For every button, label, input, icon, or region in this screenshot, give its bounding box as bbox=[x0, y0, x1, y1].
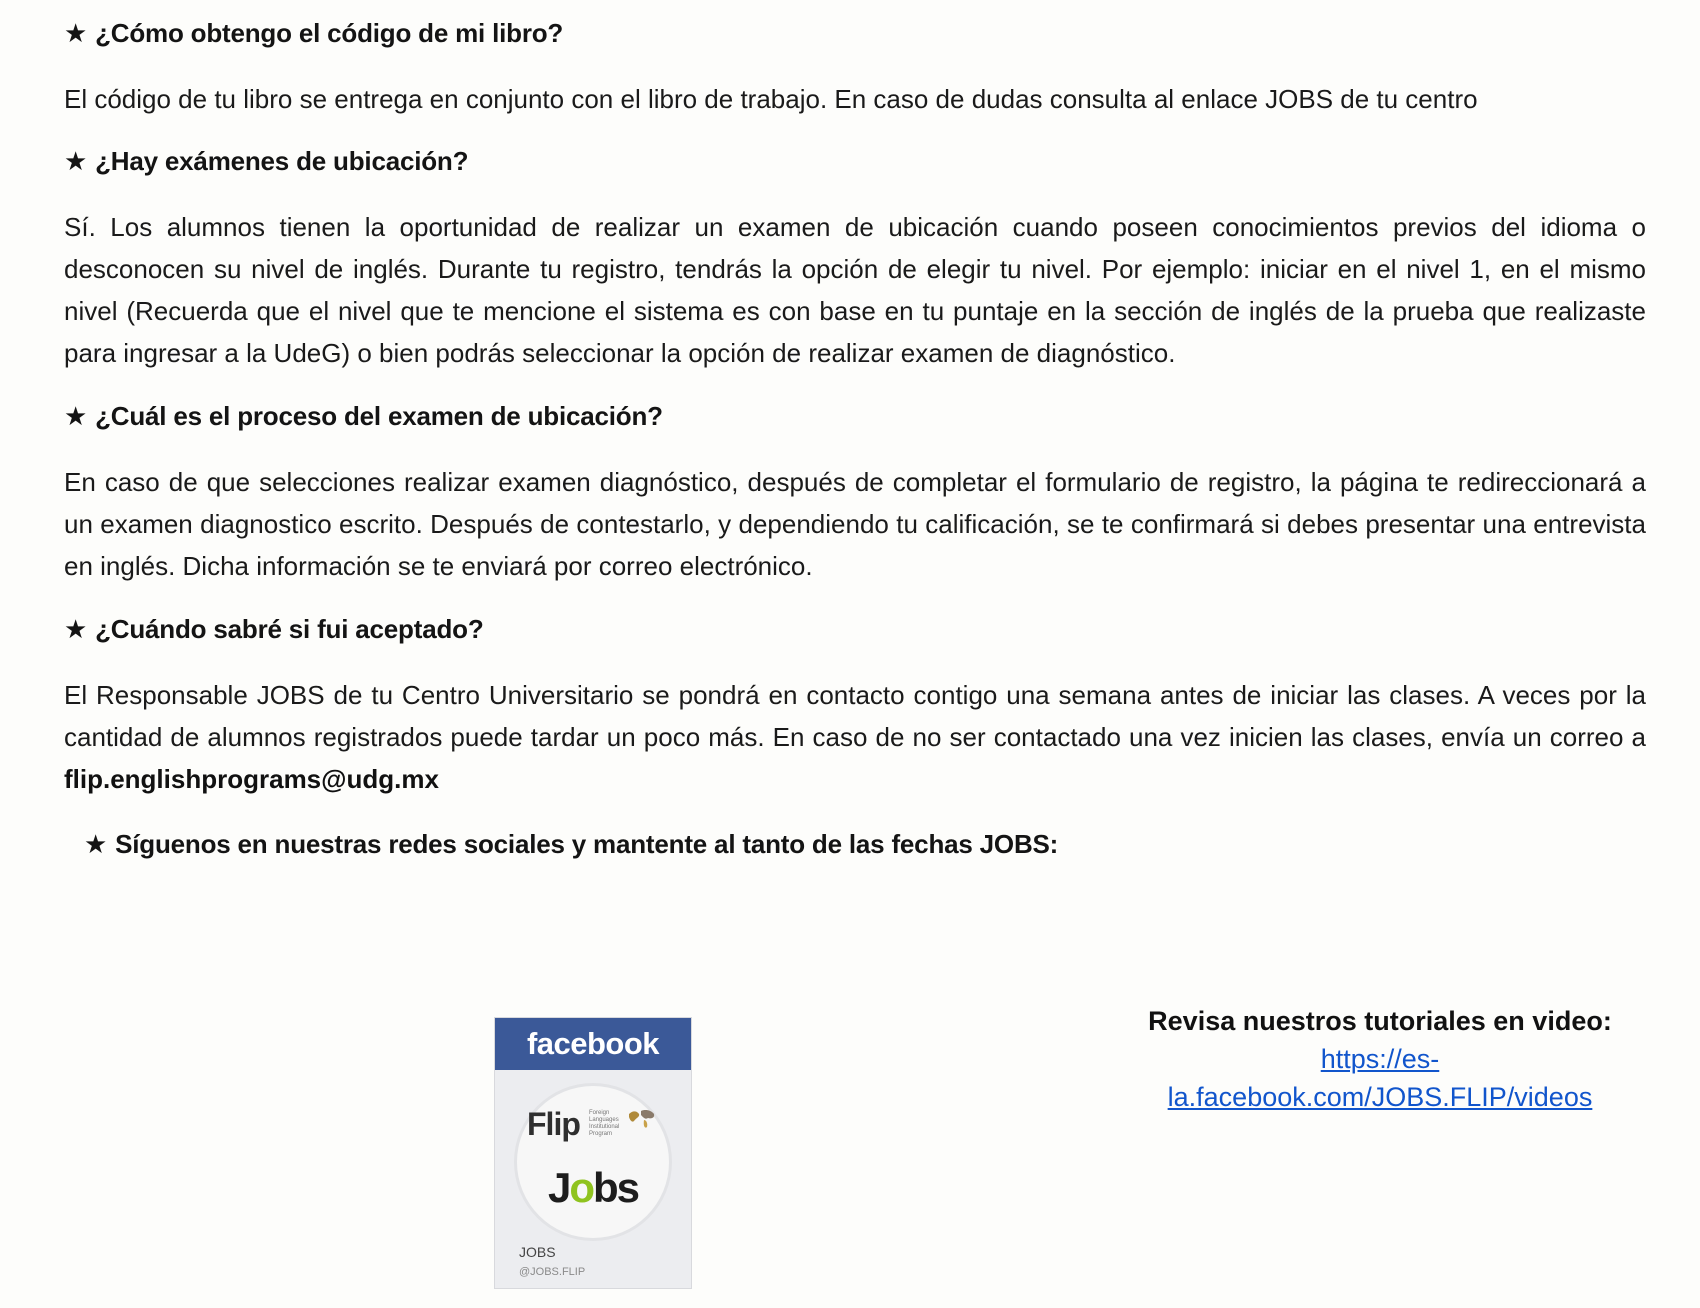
faq-question-text: ¿Cómo obtengo el código de mi libro? bbox=[95, 18, 564, 48]
jobs-logo-j: J bbox=[547, 1164, 570, 1211]
facebook-page-name: JOBS bbox=[519, 1244, 556, 1260]
star-icon: ★ bbox=[64, 614, 88, 644]
jobs-logo-o: o bbox=[569, 1164, 593, 1211]
star-icon: ★ bbox=[84, 829, 108, 859]
faq-answer-text: El Responsable JOBS de tu Centro Universitario se pondrá en contacto contigo una semana antes de iniciar las clases. A veces por la cantidad de alumnos registrados puede tardar un poco más. En caso de no ser contactado una vez inicien las clases, envía un correo a bbox=[64, 680, 1646, 752]
link-line-2: la.facebook.com/JOBS.FLIP/videos bbox=[1167, 1082, 1593, 1112]
video-tutorials-block bbox=[1120, 1002, 1640, 1116]
faq-question-text: ¿Hay exámenes de ubicación? bbox=[95, 146, 469, 176]
faq-answer-4 bbox=[64, 674, 1646, 800]
star-icon: ★ bbox=[64, 401, 88, 431]
jobs-logo-text bbox=[517, 1164, 669, 1212]
video-tutorials-title: Revisa nuestros tutoriales en video: bbox=[1148, 1006, 1612, 1036]
faq-answer-1: El código de tu libro se entrega en conjunto con el libro de trabajo. En caso de dudas consulta al enlace JOBS de tu centro bbox=[64, 84, 1478, 114]
star-icon: ★ bbox=[64, 146, 88, 176]
faq-question-3 bbox=[64, 401, 663, 432]
jobs-flip-logo bbox=[517, 1086, 669, 1238]
jobs-logo-bs: bs bbox=[593, 1164, 639, 1211]
faq-question-text: ¿Cuándo sabré si fui aceptado? bbox=[95, 614, 484, 644]
facebook-page-handle: @JOBS.FLIP bbox=[519, 1266, 586, 1278]
faq-question-2 bbox=[64, 146, 468, 177]
social-heading bbox=[84, 829, 1058, 860]
link-line-1: https://es- bbox=[1320, 1044, 1440, 1074]
video-tutorials-link[interactable] bbox=[1168, 1044, 1593, 1112]
faq-question-text: ¿Cuál es el proceso del examen de ubicación? bbox=[95, 401, 663, 431]
star-icon: ★ bbox=[64, 18, 88, 48]
facebook-page-card[interactable] bbox=[495, 1018, 691, 1288]
flip-logo-text: Flip bbox=[527, 1106, 580, 1142]
contact-email[interactable]: flip.englishprograms@udg.mx bbox=[64, 764, 439, 794]
facebook-logo-header: facebook bbox=[495, 1018, 691, 1070]
faq-answer-2: Sí. Los alumnos tienen la oportunidad de realizar un examen de ubicación cuando poseen conocimientos previos del idioma o desconocen su nivel de inglés. Durante tu registro, tendrás la opción de elegir tu nivel. Por ejemplo: iniciar en el nivel 1, en el mismo nivel (Recuerda que el nivel que te mencione el sistema es con base en tu puntaje en la sección de inglés de la prueba que realizaste para ingresar a la UdeG) o bien podrás seleccionar la opción de realizar examen de diagnóstico. bbox=[64, 212, 1646, 368]
faq-question-1 bbox=[64, 18, 563, 49]
flip-logo-subtitle: Foreign Languages Institutional Program bbox=[589, 1110, 620, 1137]
world-map-icon bbox=[627, 1106, 657, 1132]
faq-answer-3: En caso de que selecciones realizar examen diagnóstico, después de completar el formulario de registro, la página te redireccionará a un examen diagnostico escrito. Después de contestarlo, y dependiendo tu calificación, se te confirmará si debes presentar una entrevista en inglés. Dicha información se te enviará por correo electrónico. bbox=[64, 467, 1646, 581]
faq-question-4 bbox=[64, 614, 484, 645]
social-heading-text: Síguenos en nuestras redes sociales y mantente al tanto de las fechas JOBS: bbox=[115, 829, 1059, 859]
